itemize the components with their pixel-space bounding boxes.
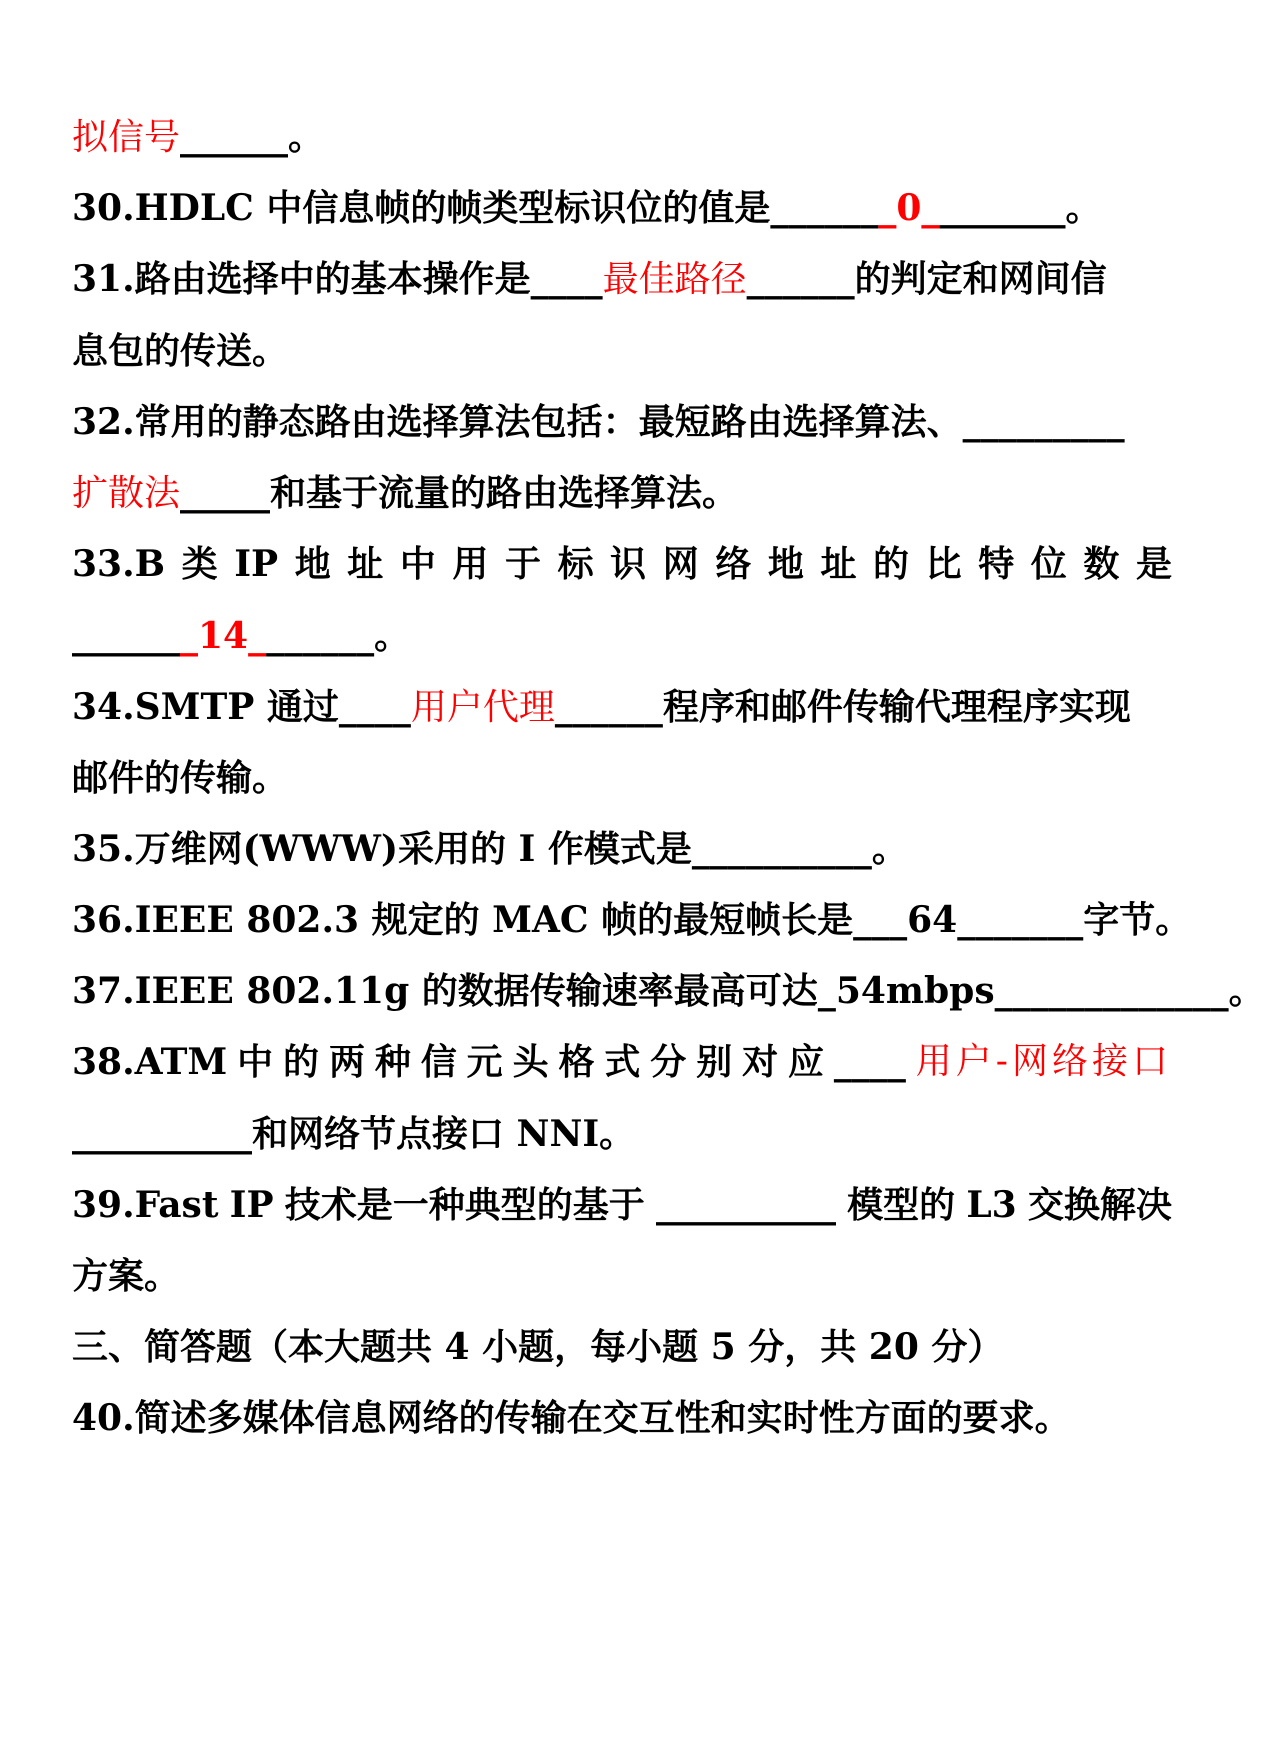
question-text: 34.SMTP 通过 — [72, 686, 339, 728]
question-text: 标 — [557, 543, 594, 585]
question-text: 式 — [604, 1041, 641, 1083]
answer-blank: ___64_______ — [853, 899, 1084, 941]
blank: ______ — [554, 686, 663, 728]
blank: _______ — [939, 187, 1066, 229]
question-text: 特 — [978, 543, 1015, 585]
section-title: 三、简答题（本大题共 4 小题，每小题 5 分，共 20 分） — [72, 1326, 1004, 1368]
question-text: 地 — [767, 543, 804, 585]
question-text: 中 — [237, 1041, 274, 1083]
question-text: 用 — [452, 543, 489, 585]
question-text: 32.常用的静态路由选择算法包括：最短路由选择算法、 — [72, 401, 963, 443]
blank: _________ — [962, 401, 1125, 443]
question-text: 格 — [558, 1041, 595, 1083]
question-text: 37.IEEE 802.11g 的数据传输速率最高可达 — [72, 970, 818, 1012]
blank: ______ — [72, 615, 180, 657]
question-text: 位 — [1030, 543, 1067, 585]
question-text: 36.IEEE 802.3 规定的 MAC 帧的最短帧长是 — [72, 899, 854, 941]
blank: __________ — [691, 828, 872, 870]
question-34-cont — [72, 756, 1172, 800]
punctuation: 。 — [1065, 187, 1102, 229]
question-40 — [72, 1396, 1172, 1440]
answer-text: 用户代理 — [410, 687, 555, 728]
question-33 — [72, 542, 1172, 586]
question-text: 39.Fast — [72, 1184, 219, 1226]
question-text: 中 — [399, 543, 436, 585]
blank: ______ — [746, 258, 855, 300]
blank: __________ — [72, 1113, 252, 1155]
question-text: 方案。 — [72, 1255, 181, 1297]
question-text: IP — [229, 1184, 274, 1226]
answer-text: _0_ — [878, 187, 940, 229]
question-text: 邮件的传输。 — [72, 757, 289, 799]
question-37 — [72, 969, 1265, 1013]
question-32-cont — [72, 471, 1172, 516]
question-text: 技术是一种典型的基于 — [284, 1184, 645, 1226]
question-30 — [72, 186, 1172, 230]
question-text: 的判定和网间信 — [854, 258, 1107, 300]
question-text: 识 — [610, 543, 647, 585]
section-heading — [72, 1325, 1172, 1369]
question-text: IP — [234, 543, 279, 585]
punctuation: 。 — [374, 615, 411, 657]
blank: ______ — [770, 187, 879, 229]
question-text: 址 — [820, 543, 857, 585]
question-text: 两 — [328, 1041, 365, 1083]
question-36 — [72, 898, 1192, 942]
answer-blank: _54mbps_____________ — [817, 970, 1229, 1012]
blank: ____ — [833, 1041, 906, 1083]
question-31-cont — [72, 329, 1172, 373]
question-text: 35.万维网(WWW)采用的 I 作模式是 — [72, 828, 692, 870]
question-text: 址 — [347, 543, 384, 585]
question-text: 信 — [420, 1041, 457, 1083]
question-38-cont — [72, 1112, 1172, 1156]
question-text: 息包的传送。 — [72, 330, 289, 372]
question-33-cont — [72, 614, 1172, 658]
question-text: 网 — [662, 543, 699, 585]
question-34 — [72, 685, 1172, 730]
answer-text: 拟信号 — [72, 117, 181, 158]
blank: ______ — [180, 116, 289, 158]
question-text: 别 — [696, 1041, 733, 1083]
question-38 — [72, 1040, 1172, 1084]
question-text: 元 — [466, 1041, 503, 1083]
answer-text: 用户-网络接口 — [915, 1041, 1172, 1082]
question-text: 字节。 — [1083, 899, 1192, 941]
blank: _____ — [180, 472, 271, 514]
question-text: 数 — [1083, 543, 1120, 585]
blank: ____ — [338, 686, 411, 728]
blank: ______ — [266, 615, 375, 657]
question-text: 33.B — [72, 543, 166, 585]
question-text: 30.HDLC 中信息帧的帧类型标识位的值是 — [72, 187, 771, 229]
question-text: 种 — [374, 1041, 411, 1083]
blank: ____ — [530, 258, 603, 300]
question-text: 交换解决 — [1027, 1184, 1172, 1226]
question-text: 对 — [742, 1041, 779, 1083]
question-text: 地 — [294, 543, 331, 585]
punctuation: 。 — [871, 828, 908, 870]
answer-text: 扩散法 — [72, 473, 181, 514]
question-39-cont — [72, 1254, 1172, 1298]
question-text: 程序和邮件传输代理程序实现 — [662, 686, 1131, 728]
question-31 — [72, 257, 1172, 302]
blank: __________ — [655, 1184, 836, 1226]
question-text: 类 — [181, 543, 218, 585]
question-text: 络 — [715, 543, 752, 585]
question-text: 模型的 — [847, 1184, 956, 1226]
question-text: 的 — [283, 1041, 320, 1083]
question-35 — [72, 827, 1172, 871]
question-text: 头 — [512, 1041, 549, 1083]
question-text: 是 — [1135, 543, 1172, 585]
question-text: 分 — [650, 1041, 687, 1083]
question-text: L3 — [966, 1184, 1017, 1226]
question-text: 31.路由选择中的基本操作是 — [72, 258, 531, 300]
question-text: 38.ATM — [72, 1041, 228, 1083]
question-39 — [72, 1183, 1172, 1227]
question-text: 比 — [925, 543, 962, 585]
question-text: 和网络节点接口 NNI。 — [252, 1113, 636, 1155]
question-text: 40.简述多媒体信息网络的传输在交互性和实时性方面的要求。 — [72, 1397, 1071, 1439]
question-text: 于 — [505, 543, 542, 585]
answer-text: 最佳路径 — [602, 259, 747, 300]
question-text: 的 — [873, 543, 910, 585]
question-32 — [72, 400, 1172, 444]
punctuation: 。 — [1228, 970, 1265, 1012]
answer-text: _14_ — [180, 615, 267, 657]
question-text: 应 — [788, 1041, 825, 1083]
line-29-tail — [72, 115, 1172, 160]
question-text: 和基于流量的路由选择算法。 — [270, 472, 739, 514]
punctuation: 。 — [288, 116, 325, 158]
